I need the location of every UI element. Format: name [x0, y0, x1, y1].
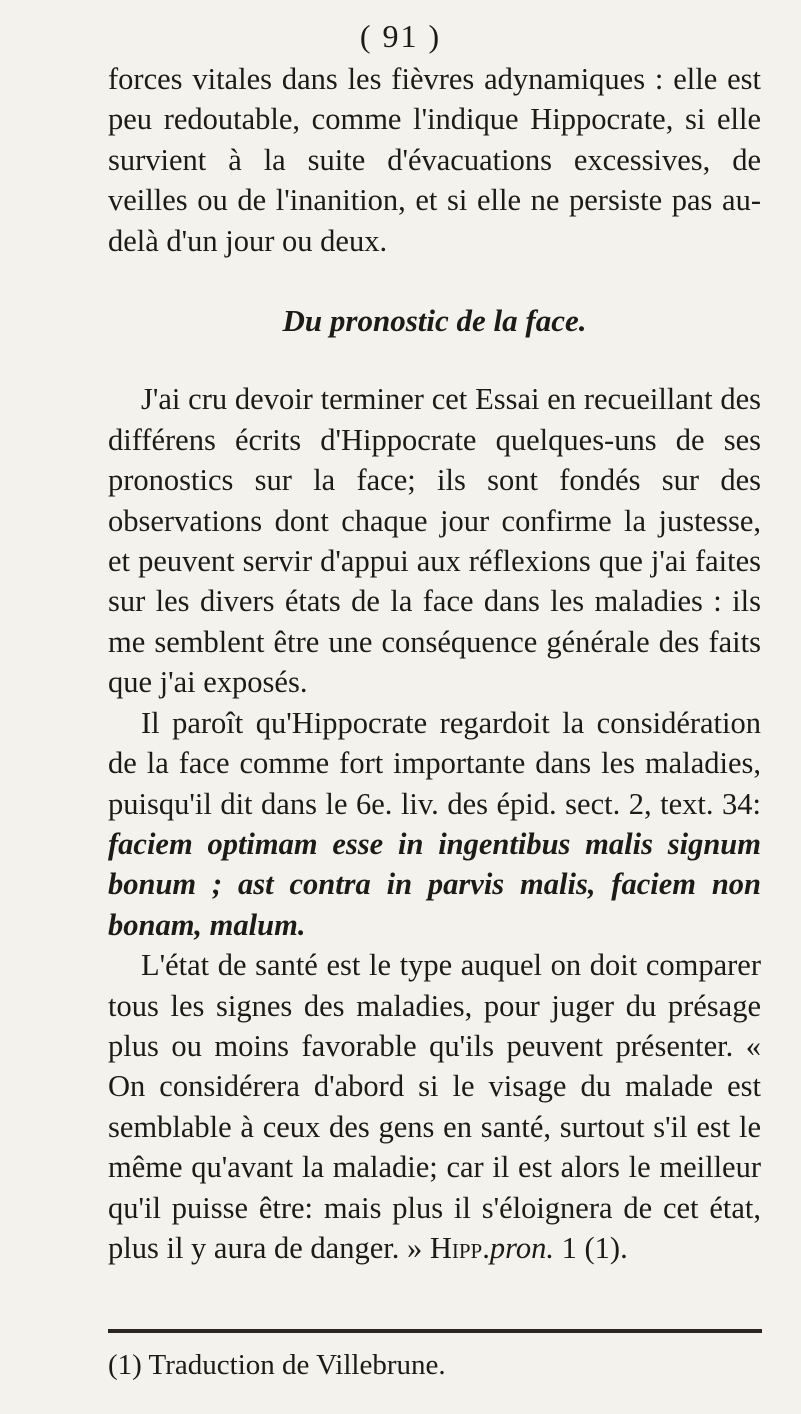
page-number: ( 91 )	[359, 18, 442, 54]
paragraph-state-of-health	[108, 945, 761, 1268]
body-text	[108, 59, 761, 1268]
section-heading: Du pronostic de la face.	[282, 303, 587, 339]
quote-lead-in: Il paroît qu'Hippocrate regardoit la considération de la face comme fort importante dans les maladies, puisqu'il dit dans le 6e. liv. des épid. sect. 2, text. 34:	[108, 705, 761, 821]
footnote-rule	[108, 1329, 762, 1333]
reference-number: 1 (1).	[561, 1230, 628, 1265]
paragraph-hippocrates-quote	[108, 703, 761, 945]
paragraph-fevers: forces vitales dans les fièvres adynamiques : elle est peu redoutable, comme l'indique Hippocrate, si elle survient à la suite d'évacuations excessives, de veilles ou de l'inanition, et si elle ne persiste pas au-delà d'un jour ou deux.	[108, 62, 761, 258]
latin-quotation: faciem optimam esse in ingentibus malis signum bonum ; ast contra in parvis malis, faciem non bonam, malum.	[108, 826, 761, 942]
health-text: L'état de santé est le type auquel on doit comparer tous les signes des maladies, pour juger du présage plus ou moins favorable qu'ils peuvent présenter. « On considérera d'abord si le visage du malade est semblable à ceux des gens en santé, surtout s'il est le même qu'avant la maladie; car il est alors le meilleur qu'il puisse être: mais plus il s'éloignera de cet état, plus il y aura de danger. »	[108, 948, 761, 1265]
reference-work: pron.	[489, 1230, 554, 1265]
reference-author: Hipp.	[429, 1230, 490, 1265]
footnote: (1) Traduction de Villebrune.	[108, 1349, 446, 1381]
paragraph-introduction: J'ai cru devoir terminer cet Essai en recueillant des différens écrits d'Hippocrate quelques-uns de ses pronostics sur la face; ils sont fondés sur des observations dont chaque jour confirme la justesse, et peuvent servir d'appui aux réflexions que j'ai faites sur les divers états de la face dans les maladies : ils me semblent être une conséquence générale des faits que j'ai exposés.	[108, 382, 761, 700]
